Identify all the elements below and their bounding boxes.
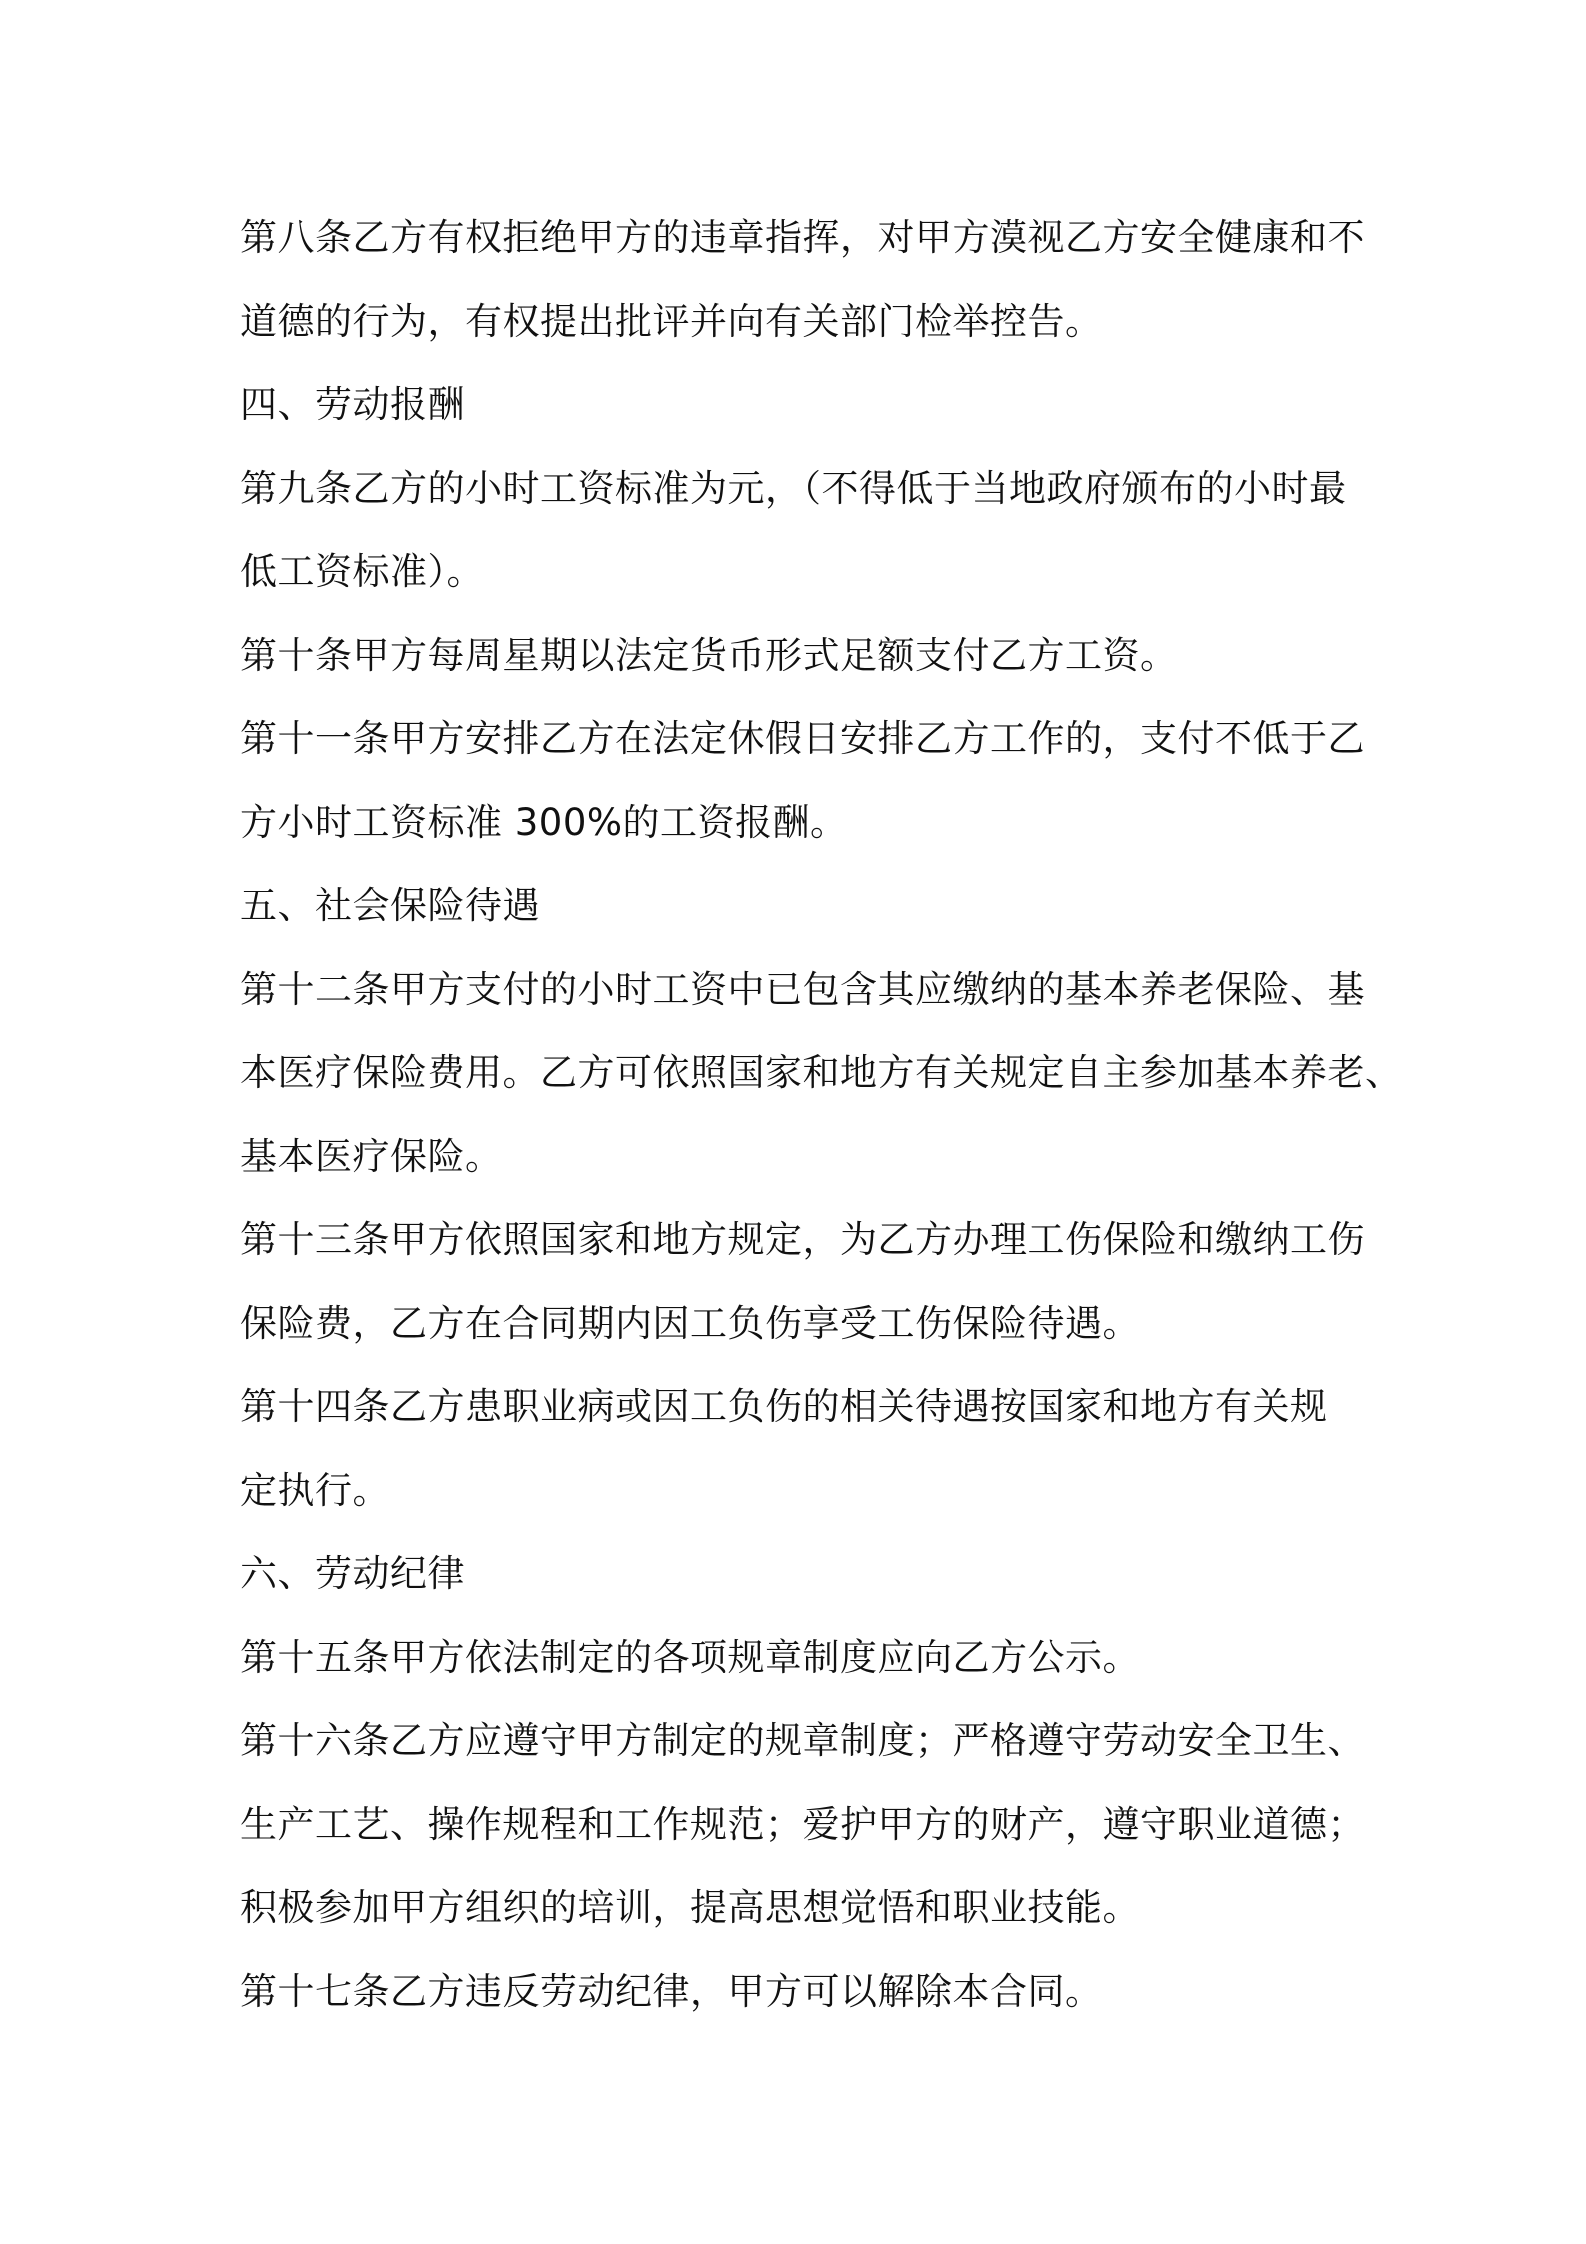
article-8: [240, 196, 1390, 363]
text-line: 基本医疗保险。: [240, 1134, 503, 1178]
text-line: 方小时工资标准 300%的工资报酬。: [240, 800, 848, 844]
text-line: 第八条乙方有权拒绝甲方的违章指挥，对甲方漠视乙方安全健康和不: [240, 216, 1365, 259]
text-line: 六、劳动纪律: [240, 1552, 465, 1595]
section-heading-labor-pay: [240, 363, 1390, 447]
text-line: 低工资标准）。: [240, 550, 484, 593]
text-line: 第十二条甲方支付的小时工资中已包含其应缴纳的基本养老保险、基: [240, 967, 1365, 1011]
article-9: [240, 447, 1390, 614]
article-14: [240, 1365, 1390, 1532]
text-line: 第九条乙方的小时工资标准为元，（不得低于当地政府颁布的小时最: [240, 466, 1347, 510]
article-15: [240, 1616, 1390, 1700]
text-line: 定执行。: [240, 1468, 390, 1512]
text-line: 第十六条乙方应遵守甲方制定的规章制度；严格遵守劳动安全卫生、: [240, 1719, 1365, 1762]
text-line: 道德的行为，有权提出批评并向有关部门检举控告。: [240, 299, 1103, 343]
text-line: 第十三条甲方依照国家和地方规定，为乙方办理工伤保险和缴纳工伤: [240, 1218, 1365, 1261]
text-line: 第十四条乙方患职业病或因工负伤的相关待遇按国家和地方有关规: [240, 1385, 1328, 1428]
text-line: 积极参加甲方组织的培训，提高思想觉悟和职业技能。: [240, 1886, 1140, 1929]
text-line: 本医疗保险费用。乙方可依照国家和地方有关规定自主参加基本养老、: [240, 1051, 1403, 1094]
article-17: [240, 1950, 1390, 2034]
article-13: [240, 1198, 1390, 1365]
text-line: 第十五条甲方依法制定的各项规章制度应向乙方公示。: [240, 1635, 1140, 1679]
article-12: [240, 948, 1403, 1199]
text-line: 生产工艺、操作规程和工作规范；爱护甲方的财产，遵守职业道德；: [240, 1802, 1365, 1846]
section-heading-labor-discipline: [240, 1532, 1390, 1616]
text-line: 第十一条甲方安排乙方在法定休假日安排乙方工作的，支付不低于乙: [240, 717, 1365, 760]
text-line: 五、社会保险待遇: [240, 884, 540, 927]
document-body: [240, 196, 1403, 2033]
article-16: [240, 1699, 1390, 1950]
text-line: 四、劳动报酬: [240, 383, 465, 426]
article-10: [240, 614, 1390, 698]
section-heading-social-insurance: [240, 864, 1390, 948]
text-line: 第十七条乙方违反劳动纪律，甲方可以解除本合同。: [240, 1969, 1103, 2013]
text-line: 第十条甲方每周星期以法定货币形式足额支付乙方工资。: [240, 633, 1178, 677]
article-11: [240, 697, 1390, 864]
text-line: 保险费，乙方在合同期内因工负伤享受工伤保险待遇。: [240, 1301, 1140, 1345]
